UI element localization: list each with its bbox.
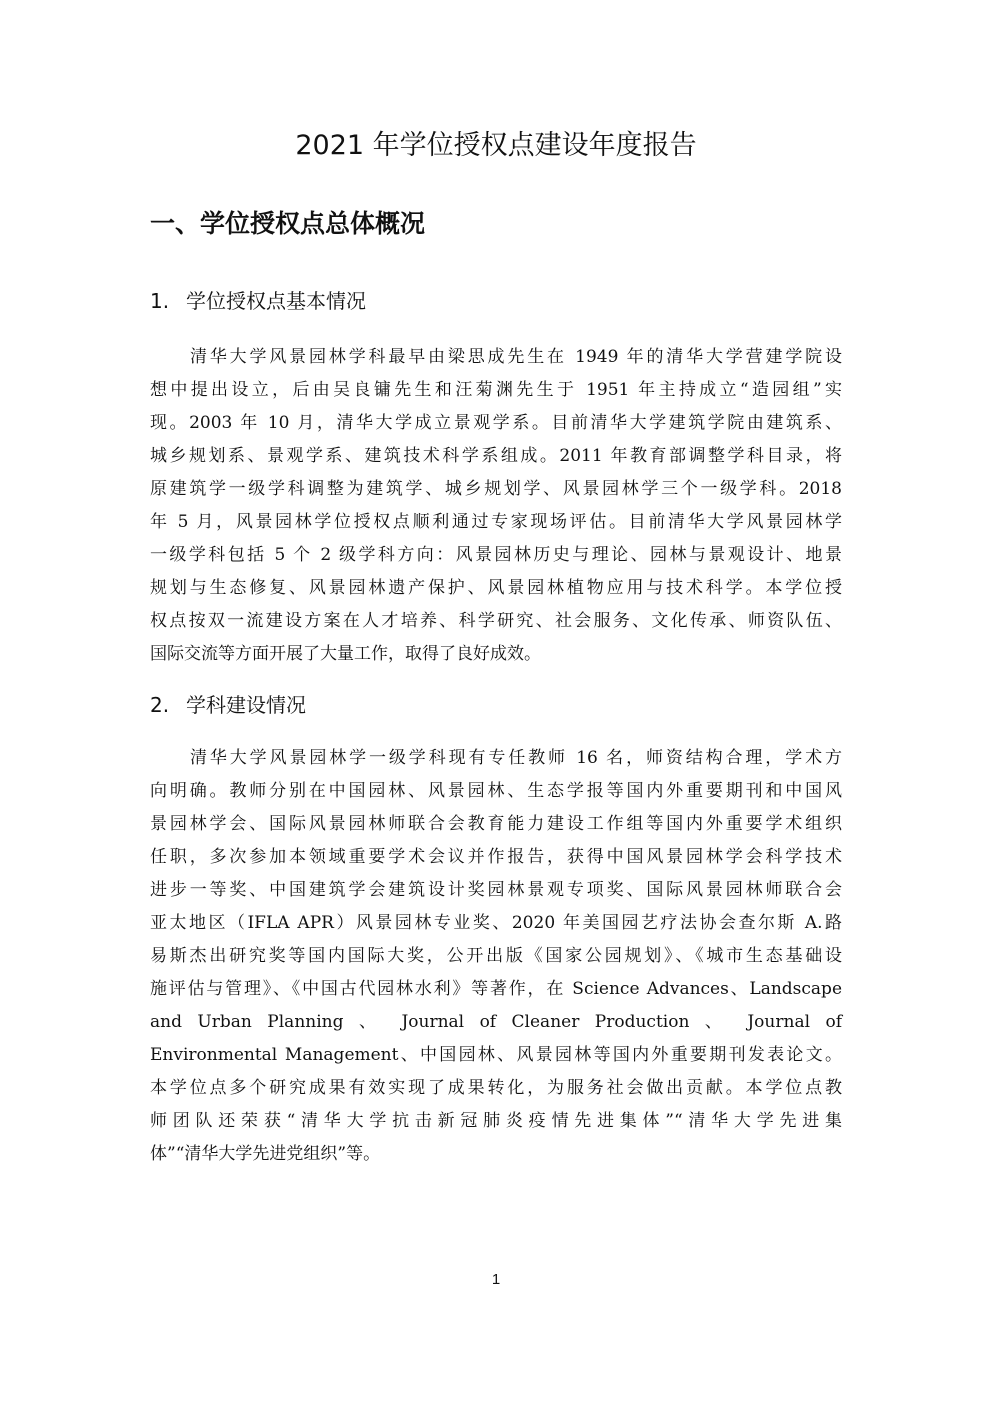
- paragraph-basic-info: [150, 341, 842, 671]
- paragraph-line: 年 5 月，风景园林学位授权点顺利通过专家现场评估。目前清华大学风景园林学: [150, 512, 842, 532]
- paragraph-line: 景园林学会、国际风景园林师联合会教育能力建设工作组等国内外重要学术组织: [150, 814, 842, 834]
- paragraph-discipline: [150, 742, 842, 1171]
- paragraph-line: 一级学科包括 5 个 2 级学科方向：风景园林历史与理论、园林与景观设计、地景: [150, 545, 842, 565]
- paragraph-line: 易斯杰出研究奖等国内国际大奖，公开出版《国家公园规划》、《城市生态基础设: [150, 946, 842, 966]
- paragraph-line: 体”“清华大学先进党组织”等。: [150, 1144, 381, 1164]
- paragraph-line: 规划与生态修复、风景园林遗产保护、风景园林植物应用与技术科学。本学位授: [150, 578, 842, 598]
- paragraph-line: 向明确。教师分别在中国园林、风景园林、生态学报等国内外重要期刊和中国风: [150, 781, 842, 801]
- paragraph-line: 现。2003 年 10 月，清华大学成立景观学系。目前清华大学建筑学院由建筑系、: [150, 413, 842, 433]
- subsection-heading-basic-info: [150, 286, 366, 316]
- subsection-number: 2.: [150, 693, 170, 717]
- page-title: 2021 年学位授权点建设年度报告: [295, 130, 697, 161]
- paragraph-line: 本学位点多个研究成果有效实现了成果转化，为服务社会做出贡献。本学位点教: [150, 1078, 842, 1098]
- paragraph-line: Environmental Management、中国园林、风景园林等国内外重要期刊发表论文。: [150, 1045, 842, 1065]
- paragraph-line: 进步一等奖、中国建筑学会建筑设计奖园林景观专项奖、国际风景园林师联合会: [150, 880, 842, 900]
- paragraph-line: 师团队还荣获“清华大学抗击新冠肺炎疫情先进集体”“清华大学先进集: [150, 1111, 842, 1131]
- paragraph-line: 国际交流等方面开展了大量工作，取得了良好成效。: [150, 644, 541, 664]
- paragraph-line: 城乡规划系、景观学系、建筑技术科学系组成。2011 年教育部调整学科目录，将: [150, 446, 842, 466]
- subsection-number: 1.: [150, 289, 170, 313]
- paragraph-line: 原建筑学一级学科调整为建筑学、城乡规划学、风景园林学三个一级学科。2018: [150, 479, 842, 499]
- paragraph-line: 权点按双一流建设方案在人才培养、科学研究、社会服务、文化传承、师资队伍、: [150, 611, 842, 631]
- paragraph-line: 清华大学风景园林学一级学科现有专任教师 16 名，师资结构合理，学术方: [190, 748, 842, 768]
- subsection-heading-discipline: [150, 690, 306, 720]
- page-number: 1: [491, 1271, 501, 1288]
- paragraph-line: 想中提出设立，后由吴良镛先生和汪菊渊先生于 1951 年主持成立“造园组”实: [150, 380, 842, 400]
- paragraph-line: 任职，多次参加本领域重要学术会议并作报告，获得中国风景园林学会科学技术: [150, 847, 842, 867]
- paragraph-line: and Urban Planning 、 Journal of Cleaner Production 、 Journal of: [150, 1012, 842, 1032]
- subsection-title: 学位授权点基本情况: [186, 289, 366, 313]
- subsection-title: 学科建设情况: [186, 693, 306, 717]
- paragraph-line: 清华大学风景园林学科最早由梁思成先生在 1949 年的清华大学营建学院设: [190, 347, 842, 367]
- section-heading-overview: 一、学位授权点总体概况: [150, 209, 426, 238]
- paragraph-line: 施评估与管理》、《中国古代园林水利》等著作，在 Science Advances、Landscape: [150, 979, 842, 999]
- paragraph-line: 亚太地区（IFLA APR）风景园林专业奖、2020 年美国园艺疗法协会查尔斯 A.路: [150, 913, 842, 933]
